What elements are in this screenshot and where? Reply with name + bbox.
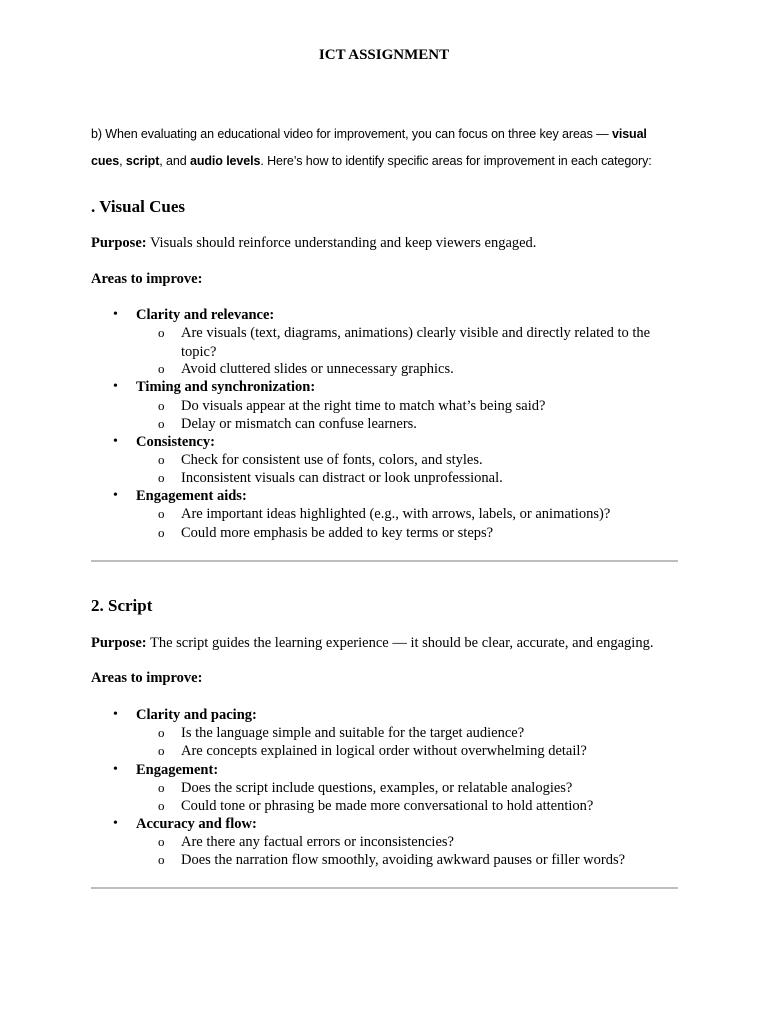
bullet-marker: •	[113, 707, 118, 722]
section-heading: 2. Script	[91, 596, 153, 615]
sub-bullet-marker: o	[158, 725, 165, 740]
sub-bullet-marker: o	[158, 325, 165, 340]
sub-list-item: Does the script include questions, examples, or relatable analogies?	[181, 780, 573, 796]
sub-bullet-marker: o	[158, 834, 165, 849]
sub-bullet-marker: o	[158, 798, 165, 813]
sub-list-item: Do visuals appear at the right time to match what’s being said?	[181, 398, 546, 414]
sub-bullet-marker: o	[158, 743, 165, 758]
intro-sep: , and	[159, 154, 190, 168]
intro-line-2	[91, 152, 691, 170]
horizontal-rule	[91, 887, 678, 889]
list-item-label: Clarity and relevance:	[136, 307, 275, 323]
list-item-label: Clarity and pacing:	[136, 707, 257, 723]
areas-label: Areas to improve:	[91, 271, 203, 287]
bullet-marker: •	[113, 762, 118, 777]
document-title: ICT ASSIGNMENT	[318, 47, 450, 63]
list-item-label: Engagement:	[136, 762, 219, 778]
intro-text: b) When evaluating an educational video for improvement, you can focus on three key areas —	[91, 127, 612, 141]
sub-list-item: Are there any factual errors or inconsistencies?	[181, 834, 454, 850]
sub-bullet-marker: o	[158, 470, 165, 485]
intro-text: . Here’s how to identify specific areas for improvement in each category:	[260, 154, 652, 168]
sub-list-item: Inconsistent visuals can distract or look unprofessional.	[181, 470, 503, 486]
purpose-paragraph	[91, 234, 536, 252]
intro-bold-visual: visual	[611, 127, 647, 141]
sub-list-item: Avoid cluttered slides or unnecessary graphics.	[181, 361, 454, 377]
sub-list-item: Are important ideas highlighted (e.g., with arrows, labels, or animations)?	[181, 506, 611, 522]
sub-bullet-marker: o	[158, 525, 165, 540]
areas-label: Areas to improve:	[91, 670, 203, 686]
section-heading: . Visual Cues	[91, 197, 185, 216]
intro-bold-audio: audio levels	[189, 154, 261, 168]
sub-list-item: Check for consistent use of fonts, colors, and styles.	[181, 452, 483, 468]
sub-list-item: Are visuals (text, diagrams, animations) clearly visible and directly related to the topic?	[181, 325, 651, 360]
bullet-marker: •	[113, 307, 118, 322]
purpose-text: The script guides the learning experience — it should be clear, accurate, and engaging.	[146, 635, 654, 651]
list-item-label: Accuracy and flow:	[136, 816, 257, 832]
sub-list-item: Is the language simple and suitable for the target audience?	[181, 725, 525, 741]
purpose-text: Visuals should reinforce understanding and keep viewers engaged.	[146, 235, 537, 251]
sub-bullet-marker: o	[158, 852, 165, 867]
sub-bullet-marker: o	[158, 398, 165, 413]
sub-list-item: Does the narration flow smoothly, avoiding awkward pauses or filler words?	[181, 852, 626, 868]
purpose-label: Purpose:	[91, 235, 147, 251]
sub-list-item: Could more emphasis be added to key terms or steps?	[181, 525, 494, 541]
sub-bullet-marker: o	[158, 506, 165, 521]
intro-sep: ,	[119, 154, 126, 168]
list-item-label: Timing and synchronization:	[136, 379, 316, 395]
horizontal-rule	[91, 560, 678, 562]
purpose-paragraph	[91, 634, 653, 652]
list-item-label: Engagement aids:	[136, 488, 247, 504]
bullet-marker: •	[113, 816, 118, 831]
intro-bold-cues: cues	[91, 154, 120, 168]
intro-bold-script: script	[125, 154, 160, 168]
sub-bullet-marker: o	[158, 780, 165, 795]
sub-list-item: Delay or mismatch can confuse learners.	[181, 416, 417, 432]
sub-list-item: Are concepts explained in logical order without overwhelming detail?	[181, 743, 587, 759]
sub-bullet-marker: o	[158, 452, 165, 467]
intro-line-1	[91, 125, 691, 143]
sub-bullet-marker: o	[158, 416, 165, 431]
purpose-label: Purpose:	[91, 635, 147, 651]
bullet-marker: •	[113, 379, 118, 394]
sub-list-item: Could tone or phrasing be made more conversational to hold attention?	[181, 798, 594, 814]
list-item-label: Consistency:	[136, 434, 215, 450]
bullet-marker: •	[113, 434, 118, 449]
bullet-marker: •	[113, 488, 118, 503]
sub-bullet-marker: o	[158, 361, 165, 376]
